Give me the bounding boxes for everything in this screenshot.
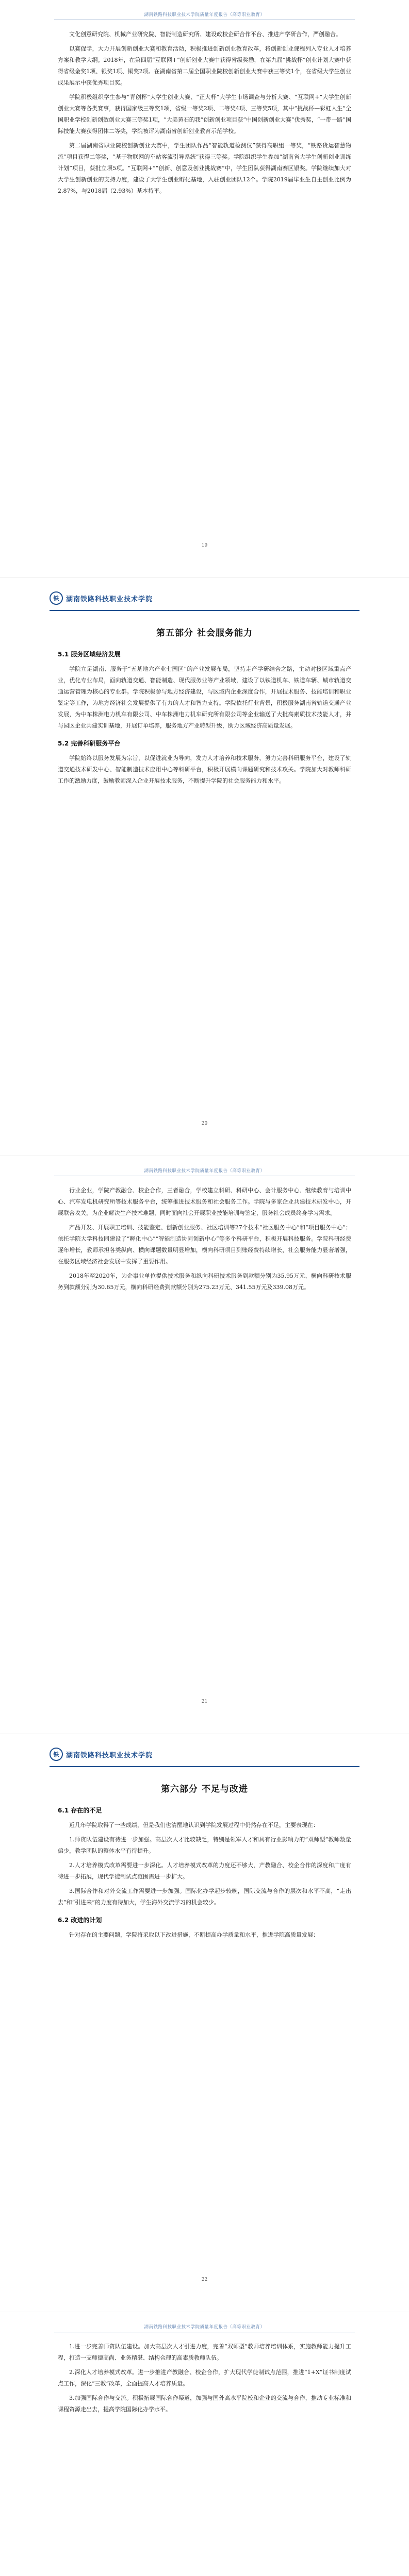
page-number: 22 xyxy=(201,2277,208,2282)
list-item: 2.人才培养模式改革需要进一步深化。人才培养模式改革的力度还不够大，产教融合、校企合作的深度和广度有待进一步拓展，现代学徒制试点范围需进一步扩大。 xyxy=(58,1862,351,1880)
school-emblem-icon: 铁 xyxy=(50,591,63,605)
paragraph: 产品开发、开展职工培训、技能鉴定、创新创业服务、社区培训等27个技术“社区服务中心”和“项目服务中心”；依托学院大学科技园建设了“孵化中心”“智能制造协同创新中心”等多个科研平台，积极开展科技服务。学院科研经费逐年增长，教师承担各类纵向、横向课题数量明显增加，横向科研项目到账经费持续增长，社会服务能力显著增强，在服务区域经济社会发展中发挥了重要作用。 xyxy=(58,1224,351,1265)
list-item: 1.进一步完善师资队伍建设。加大高层次人才引进力度，完善“双师型”教师培养培训体系，实施教师能力提升工程，打造一支师德高尚、业务精湛、结构合理的高素质教师队伍。 xyxy=(58,2343,351,2361)
school-emblem-icon: 铁 xyxy=(50,1748,63,1761)
paragraph: 2018年至2020年，为企事业单位提供技术服务和纵向科研技术服务到款额分别为35.95万元、横向科研技术服务到款额分别为30.65万元，横向科研经费到款额分别为275.23万元、341.55万元及339.08万元。 xyxy=(58,1273,351,1291)
page-number: 20 xyxy=(201,1121,208,1126)
paragraph: 学院始终以服务发展为宗旨，以促进就业为导向，发力人才培养和技术服务，努力完善科研服务平台，建设了轨道交通技术研发中心、智能制造技术应用中心等科研平台，积极开展横向课题研究和技术攻关。学院加大对教师科研工作的激励力度，鼓励教师深入企业开展技术服务，不断提升学院的社会服务能力和水平。 xyxy=(58,755,351,784)
document-page-2 xyxy=(0,578,409,1156)
paragraph: 行业企业，学院产教融合、校企合作，三者融合，学校建立科研、科研中心、会计服务中心、继续教育与培训中心、汽车发电机研究所等技术服务平台，统筹推进技术服务和社会服务工作。学院与多家企业共建技术研发中心，开展联合攻关，为企业解决生产技术难题，同时面向社会开展职业技能培训与鉴定，服务社会成员终身学习需求。 xyxy=(58,1187,351,1216)
page-3-body xyxy=(58,1185,351,1296)
page-5-body xyxy=(58,2341,351,2418)
document-page-3 xyxy=(0,1156,409,1734)
page-4-body xyxy=(58,1782,351,1944)
document-page-5 xyxy=(0,2312,409,2576)
section-heading: 5.2 完善科研服务平台 xyxy=(58,740,121,747)
list-item: 3.国际合作和对外交流工作需要进一步加强。国际化办学起步较晚，国际交流与合作的层次和水平不高，“走出去”和“引进来”的力度有待加大，学生海外交流学习的机会较少。 xyxy=(58,1888,351,1906)
running-header: 湖南铁路科技职业技术学院质量年度报告（高等职业教育） xyxy=(144,1168,265,1174)
header-divider xyxy=(50,1766,359,1767)
school-logo-text: 湖南铁路科技职业技术学院 xyxy=(66,1751,153,1759)
header-divider xyxy=(50,610,359,611)
school-logo xyxy=(50,1748,153,1761)
section-heading: 6.1 存在的不足 xyxy=(58,1807,102,1814)
running-header: 湖南铁路科技职业技术学院质量年度报告（高等职业教育） xyxy=(144,12,265,18)
page-2-body xyxy=(58,625,351,790)
paragraph: 第二届湖南省职业院校创新创业大赛中，学生团队作品“智能轨道检测仪”获得高职组一等奖，“铁路货运智慧物流”项目获得二等奖，“基于物联网的车站客流引导系统”获得三等奖。学院组织学生参加“湖南省大学生创新创业训练计划”项目，获批立项5项。“互联网+”“创新、创意及创业挑战赛”中，学生团队获得湖南赛区银奖。学院继续加大对大学生创新创业的支持力度，建设了大学生创业孵化基地，入驻创业团队12个。学院2019届毕业生自主创业比例为2.87%，与2018届（2.93%）基本持平。 xyxy=(58,142,351,194)
part-title: 第五部分 社会服务能力 xyxy=(156,628,253,638)
page-1-body xyxy=(58,29,351,200)
paragraph: 学院积极组织学生参与“青创杯”大学生创业大赛、“正大杯”大学生市场调查与分析大赛、“互联网+”大学生创新创业大赛等各类赛事，获得国家级三等奖1项，省级一等奖2项、二等奖4项、三等奖5项，其中“挑战杯—彩虹人生”全国职业学校创新创效创业大赛三等奖1项，“大美黄石的我”创新创业项目获“中国创新创业大赛”优秀奖，“一带一路”国际技能大赛获得团体二等奖，学院被评为湖南省创新创业教育示范学校。 xyxy=(58,94,351,134)
page-number: 19 xyxy=(201,543,208,548)
document-page-4 xyxy=(0,1734,409,2312)
list-item: 2.深化人才培养模式改革。进一步推进产教融合、校企合作，扩大现代学徒制试点范围，推进“1+X”证书制度试点工作，深化“三教”改革，全面提高人才培养质量。 xyxy=(58,2369,351,2387)
list-item: 3.加强国际合作与交流。积极拓展国际合作渠道，加强与国外高水平院校和企业的交流与合作，推动专业标准和课程资源走出去，提高学院国际化办学水平。 xyxy=(58,2395,351,2413)
paragraph: 针对存在的主要问题，学院将采取以下改进措施，不断提高办学质量和水平，推进学院高质量发展： xyxy=(69,1931,319,1938)
section-heading: 6.2 改进的计划 xyxy=(58,1917,102,1924)
paragraph: 学院立足湖南、服务于“五基地六产业七园区”的产业发展布局，坚持走产学研结合之路，主动对接区域重点产业，优化专业布局，面向轨道交通、智能制造、现代服务业等产业领域，建设了以铁道机车、铁道车辆、城市轨道交通运营管理为核心的专业群。学院积极参与地方经济建设，与区域内企业深度合作，开展技术服务、技能培训和职业鉴定等工作，为地方经济社会发展提供了有力的人才和智力支持。学院依托行业背景，积极服务湖南省轨道交通产业发展，为中车株洲电力机车有限公司、中车株洲电力机车研究所有限公司等企业输送了大批高素质技术技能人才，并与园区企业共建实训基地，开展订单培养，服务地方产业转型升级，助力区域经济高质量发展。 xyxy=(58,666,351,729)
paragraph: 文化创意研究院、机械产业研究院、智能制造研究所、建设政校企研合作平台、推进产学研合作，严创融合。 xyxy=(69,31,341,38)
section-heading: 5.1 服务区域经济发展 xyxy=(58,651,121,658)
school-logo xyxy=(50,591,153,605)
paragraph: 以赛促学，大力开展创新创业大赛和教育活动，积极推进创新创业教育改革，将创新创业课程列入专业人才培养方案和教学大纲。2018年，在第四届“互联网+”创新创业大赛中获得省级奖励，在第九届“挑战杯”创业计划大赛中获得省级金奖1项、银奖1项、铜奖2项。在湖南省第二届全国职业院校创新创业大赛中获三等奖1个，在省级大学生创业成果展示中获优秀项目奖。 xyxy=(58,45,351,86)
list-item: 1.师资队伍建设有待进一步加强。高层次人才比较缺乏，特别是领军人才和具有行业影响力的“双师型”教师数量偏少，教学团队的整体水平有待提升。 xyxy=(58,1836,351,1854)
document-page-1 xyxy=(0,0,409,578)
school-logo-text: 湖南铁路科技职业技术学院 xyxy=(66,595,153,603)
paragraph: 近几年学院取得了一些成绩，但是我们也清醒地认识到学院发展过程中仍然存在不足，主要表现在： xyxy=(69,1822,319,1828)
part-title: 第六部分 不足与改进 xyxy=(161,1784,248,1794)
page-number: 21 xyxy=(201,1699,208,1704)
running-header: 湖南铁路科技职业技术学院质量年度报告（高等职业教育） xyxy=(144,2325,265,2330)
